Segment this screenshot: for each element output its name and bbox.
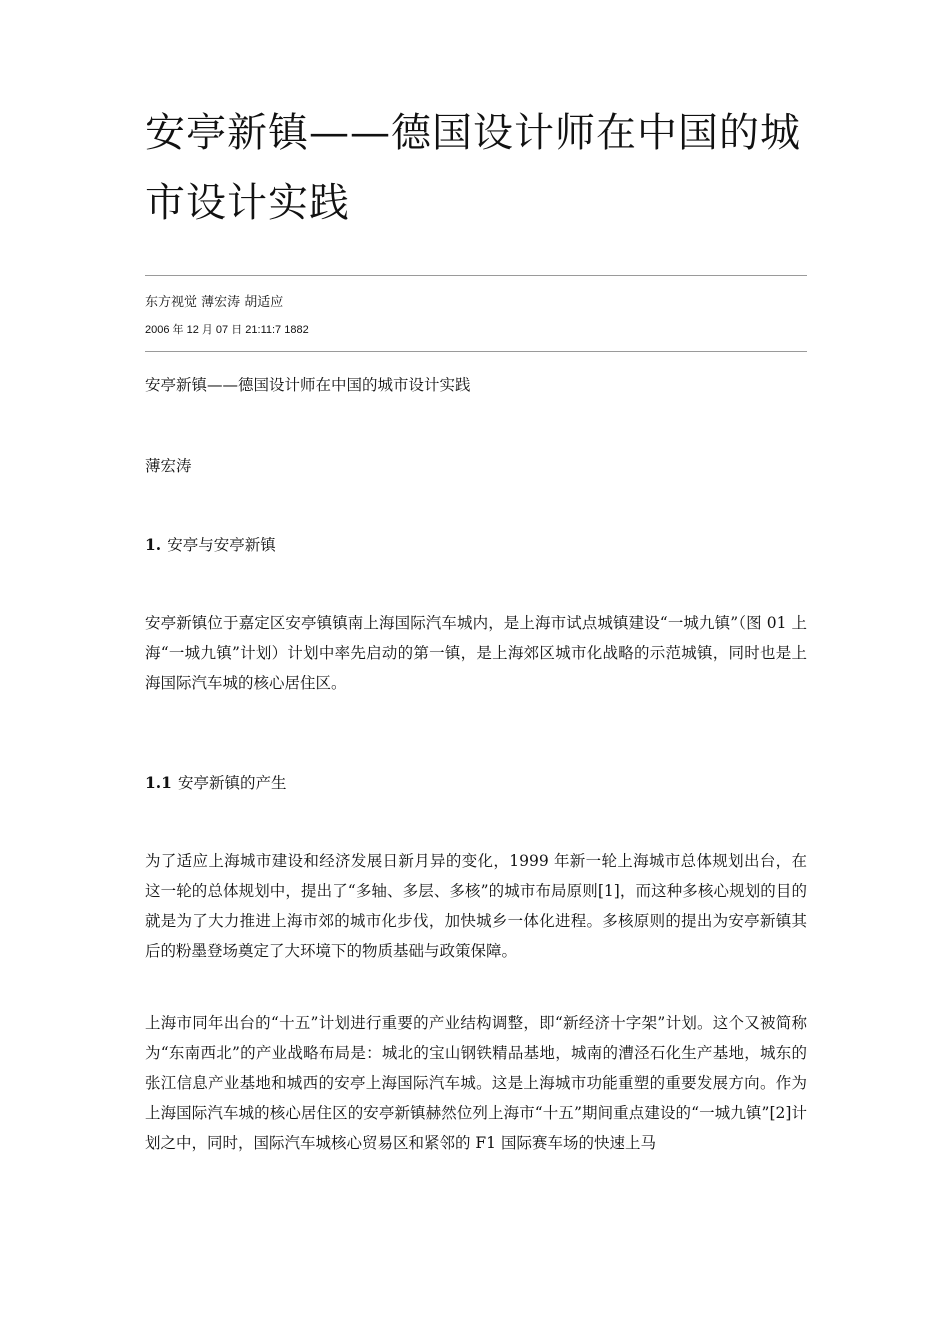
publish-timestamp: 2006 年 12 月 07 日 21:11:7 1882 — [145, 324, 309, 336]
document-title: 安亭新镇——德国设计师在中国的城市设计实践 — [145, 110, 801, 226]
paragraph-3: 上海市同年出台的“十五”计划进行重要的产业结构调整，即“新经济十字架”计划。这个又被简称为“东南西北”的产业战略布局是：城北的宝山钢铁精品基地，城南的漕泾石化生产基地，城东的张江信息产业基地和城西的安亭上海国际汽车城。这是上海城市功能重塑的重要发展方向。作为上海国际汽车城的核心居住区的安亭新镇赫然位列上海市“十五”期间重点建设的“一城九镇”[2]计划之中，同时，国际汽车城核心贸易区和紧邻的 F1 国际赛车场的快速上马 — [145, 1014, 807, 1152]
paragraph-1: 安亭新镇位于嘉定区安亭镇镇南上海国际汽车城内，是上海市试点城镇建设“一城九镇”（图 01 上海“一城九镇”计划）计划中率先启动的第一镇，是上海郊区城市化战略的示范城镇，同时也是上海国际汽车城的核心居住区。 — [145, 614, 807, 692]
divider-bottom — [145, 351, 807, 352]
section-title: 安亭与安亭新镇 — [167, 536, 276, 554]
author-line: 东方视觉 薄宏涛 胡适应 — [145, 295, 284, 310]
section-heading-1 — [145, 533, 276, 557]
section-heading-1-1 — [145, 771, 286, 795]
byline: 薄宏涛 — [145, 457, 192, 475]
section-number: 1.1 — [145, 773, 172, 792]
section-title: 安亭新镇的产生 — [177, 774, 287, 792]
article-subtitle: 安亭新镇——德国设计师在中国的城市设计实践 — [145, 376, 471, 394]
paragraph-2: 为了适应上海城市建设和经济发展日新月异的变化，1999 年新一轮上海城市总体规划出台，在这一轮的总体规划中，提出了“多轴、多层、多核”的城市布局原则[1]，而这种多核心规划的目的就是为了大力推进上海市郊的城市化步伐，加快城乡一体化进程。多核原则的提出为安亭新镇其后的粉墨登场奠定了大环境下的物质基础与政策保障。 — [145, 852, 807, 960]
divider-top — [145, 275, 807, 276]
section-number: 1. — [145, 535, 162, 554]
